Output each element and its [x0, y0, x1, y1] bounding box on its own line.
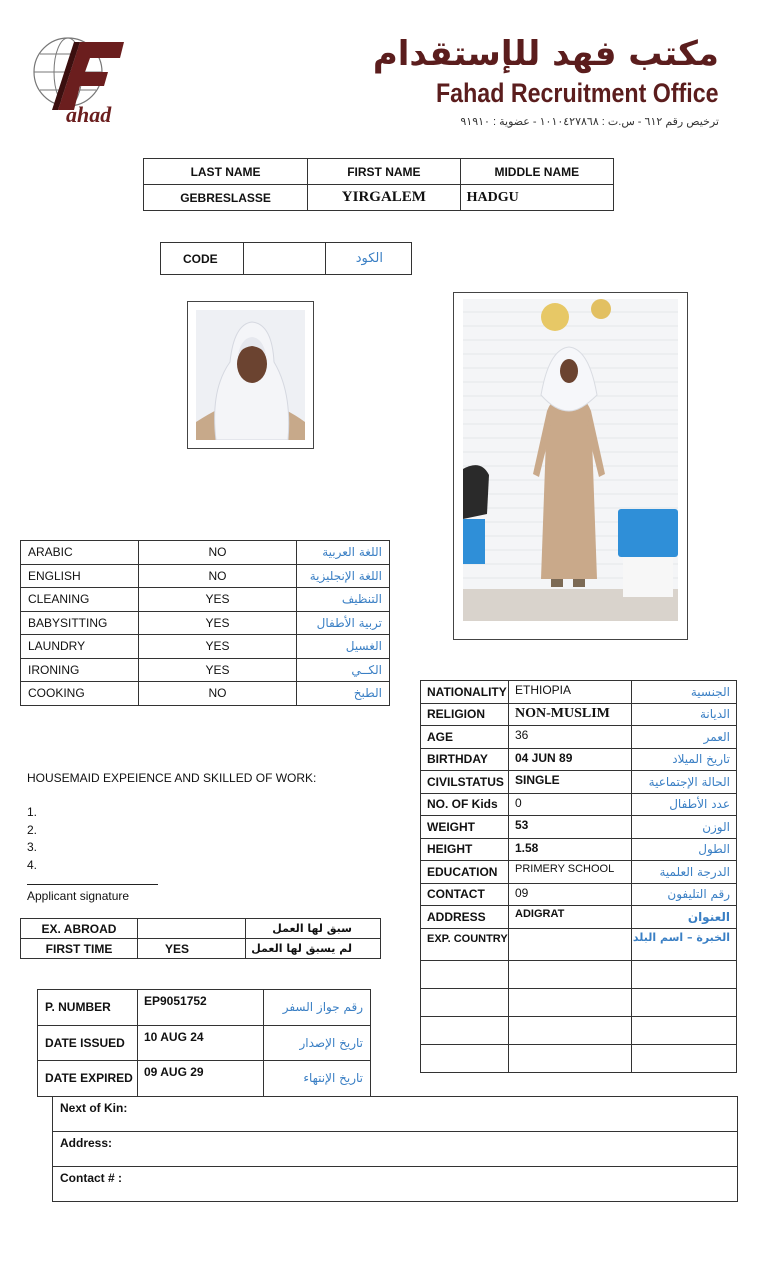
skill-name-arabic: التنظيف: [297, 588, 390, 612]
abroad-label-arabic: سبق لها العمل: [246, 919, 381, 939]
info-value: 09: [509, 883, 632, 906]
passport-value: 09 AUG 29: [138, 1061, 264, 1097]
info-value: 04 JUN 89: [509, 748, 632, 771]
experience-item: 3.: [27, 840, 38, 854]
skill-name: CLEANING: [21, 588, 139, 612]
abroad-label-arabic: لم يسبق لها العمل: [246, 939, 381, 959]
abroad-label: EX. ABROAD: [21, 919, 138, 939]
info-row-empty: [421, 1016, 737, 1044]
info-value: 0: [509, 793, 632, 816]
info-label: RELIGION: [421, 703, 509, 726]
skill-value: NO: [139, 564, 297, 588]
info-label: NO. OF Kids: [421, 793, 509, 816]
empty-cell: [421, 1016, 509, 1044]
empty-cell: [421, 1044, 509, 1072]
info-label-arabic: الخبرة – اسم البلد: [632, 928, 737, 960]
info-row: [421, 906, 737, 929]
passport-row: [38, 1025, 371, 1061]
info-label-arabic: الديانة: [632, 703, 737, 726]
empty-cell: [421, 960, 509, 988]
info-row: [421, 838, 737, 861]
skill-value: YES: [139, 588, 297, 612]
info-row-empty: [421, 988, 737, 1016]
skill-value: YES: [139, 658, 297, 682]
next-of-kin-table: [52, 1096, 738, 1202]
info-label-arabic: الجنسية: [632, 681, 737, 704]
info-row: [421, 861, 737, 884]
skill-row: [21, 635, 390, 659]
empty-cell: [509, 1044, 632, 1072]
abroad-label: FIRST TIME: [21, 939, 138, 959]
code-label-arabic: الكود: [326, 243, 412, 275]
first-name-value: YIRGALEM: [308, 185, 460, 211]
info-label-arabic: عدد الأطفال: [632, 793, 737, 816]
info-row: [421, 883, 737, 906]
middle-name-header: MIDDLE NAME: [460, 159, 613, 185]
skill-row: [21, 564, 390, 588]
empty-cell: [632, 1044, 737, 1072]
skill-name-arabic: اللغة العربية: [297, 541, 390, 565]
info-row: [421, 703, 737, 726]
last-name-header: LAST NAME: [144, 159, 308, 185]
info-label: CONTACT: [421, 883, 509, 906]
info-label: BIRTHDAY: [421, 748, 509, 771]
info-label-arabic: الوزن: [632, 816, 737, 839]
skill-name: ARABIC: [21, 541, 139, 565]
info-label-arabic: الدرجة العلمية: [632, 861, 737, 884]
empty-cell: [632, 960, 737, 988]
experience-item: 4.: [27, 857, 38, 872]
skill-row: [21, 682, 390, 706]
info-value: ETHIOPIA: [509, 681, 632, 704]
empty-cell: [632, 1016, 737, 1044]
skill-value: NO: [139, 541, 297, 565]
logo-text: ahad: [66, 102, 112, 127]
skill-name: ENGLISH: [21, 564, 139, 588]
next-of-kin-label: Next of Kin:: [53, 1097, 738, 1132]
passport-table: [37, 989, 371, 1097]
passport-label-arabic: تاريخ الإصدار: [264, 1025, 371, 1061]
info-label: NATIONALITY: [421, 681, 509, 704]
company-logo: [28, 32, 132, 128]
brand-name-arabic: مكتب فهد للإستقدام: [372, 34, 719, 74]
info-label-arabic: العمر: [632, 726, 737, 749]
info-label: WEIGHT: [421, 816, 509, 839]
empty-cell: [421, 988, 509, 1016]
experience-item: 1.: [27, 805, 38, 819]
passport-label: P. NUMBER: [38, 990, 138, 1026]
empty-cell: [509, 988, 632, 1016]
info-label: CIVILSTATUS: [421, 771, 509, 794]
info-label: EDUCATION: [421, 861, 509, 884]
info-value: NON-MUSLIM: [509, 703, 632, 726]
first-name-header: FIRST NAME: [308, 159, 460, 185]
skill-row: [21, 611, 390, 635]
info-row: [421, 726, 737, 749]
empty-cell: [632, 988, 737, 1016]
personal-info-table: [420, 680, 737, 1073]
abroad-row: [21, 919, 381, 939]
info-row-empty: [421, 1044, 737, 1072]
skill-name-arabic: اللغة الإنجليزية: [297, 564, 390, 588]
passport-label-arabic: تاريخ الإنتهاء: [264, 1061, 371, 1097]
info-label: ADDRESS: [421, 906, 509, 929]
info-label-arabic: الحالة الإجتماعية: [632, 771, 737, 794]
abroad-row: [21, 939, 381, 959]
signature-label: Applicant signature: [27, 889, 130, 903]
skill-name: IRONING: [21, 658, 139, 682]
passport-value: EP9051752: [138, 990, 264, 1026]
info-label-arabic: رقم التليفون: [632, 883, 737, 906]
experience-item: 2.: [27, 822, 38, 837]
code-value: [244, 243, 326, 275]
code-table: [160, 242, 412, 275]
skill-row: [21, 658, 390, 682]
brand-name-english: Fahad Recruitment Office: [436, 78, 719, 108]
info-row: [421, 928, 737, 960]
skill-name-arabic: الطبخ: [297, 682, 390, 706]
info-row-empty: [421, 960, 737, 988]
skill-name-arabic: الغسيل: [297, 635, 390, 659]
passport-label: DATE ISSUED: [38, 1025, 138, 1061]
info-label-arabic: تاريخ الميلاد: [632, 748, 737, 771]
info-value: 53: [509, 816, 632, 839]
last-name-value: GEBRESLASSE: [144, 185, 308, 211]
skill-value: YES: [139, 611, 297, 635]
experience-list: [27, 804, 37, 874]
info-value: PRIMERY SCHOOL: [509, 861, 632, 884]
full-body-photo: [453, 292, 688, 640]
skill-value: NO: [139, 682, 297, 706]
skill-name: LAUNDRY: [21, 635, 139, 659]
info-row: [421, 816, 737, 839]
info-value: 36: [509, 726, 632, 749]
empty-cell: [509, 960, 632, 988]
info-label: AGE: [421, 726, 509, 749]
info-value: [509, 928, 632, 960]
skill-row: [21, 588, 390, 612]
kin-address-label: Address:: [53, 1132, 738, 1167]
middle-name-value: HADGU: [460, 185, 613, 211]
abroad-value: [138, 919, 246, 939]
info-row: [421, 748, 737, 771]
abroad-value: YES: [138, 939, 246, 959]
experience-title: HOUSEMAID EXPEIENCE AND SKILLED OF WORK:: [27, 771, 317, 785]
skill-name-arabic: الكــي: [297, 658, 390, 682]
code-label: CODE: [161, 243, 244, 275]
info-label-arabic: العنوان: [632, 906, 737, 929]
signature-line: [27, 884, 158, 885]
skill-name: COOKING: [21, 682, 139, 706]
skill-row: [21, 541, 390, 565]
info-row: [421, 793, 737, 816]
info-row: [421, 771, 737, 794]
skill-value: YES: [139, 635, 297, 659]
info-label: HEIGHT: [421, 838, 509, 861]
info-value: ADIGRAT: [509, 906, 632, 929]
info-label-arabic: الطول: [632, 838, 737, 861]
info-label: EXP. COUNTRY: [421, 928, 509, 960]
passport-row: [38, 990, 371, 1026]
info-value: 1.58: [509, 838, 632, 861]
portrait-photo: [187, 301, 314, 449]
skill-name: BABYSITTING: [21, 611, 139, 635]
passport-label-arabic: رقم جواز السفر: [264, 990, 371, 1026]
skill-name-arabic: تربية الأطفال: [297, 611, 390, 635]
empty-cell: [509, 1016, 632, 1044]
info-value: SINGLE: [509, 771, 632, 794]
skills-table: [20, 540, 390, 706]
passport-label: DATE EXPIRED: [38, 1061, 138, 1097]
license-info: ترخيص رقم ٦١٢ - س.ت : ١٠١٠٤٢٧٨٦٨ - عضوية : ٩١٩١٠: [460, 116, 719, 128]
kin-contact-label: Contact # :: [53, 1167, 738, 1202]
name-table: [143, 158, 614, 211]
passport-value: 10 AUG 24: [138, 1025, 264, 1061]
info-row: [421, 681, 737, 704]
passport-row: [38, 1061, 371, 1097]
abroad-table: [20, 918, 381, 959]
